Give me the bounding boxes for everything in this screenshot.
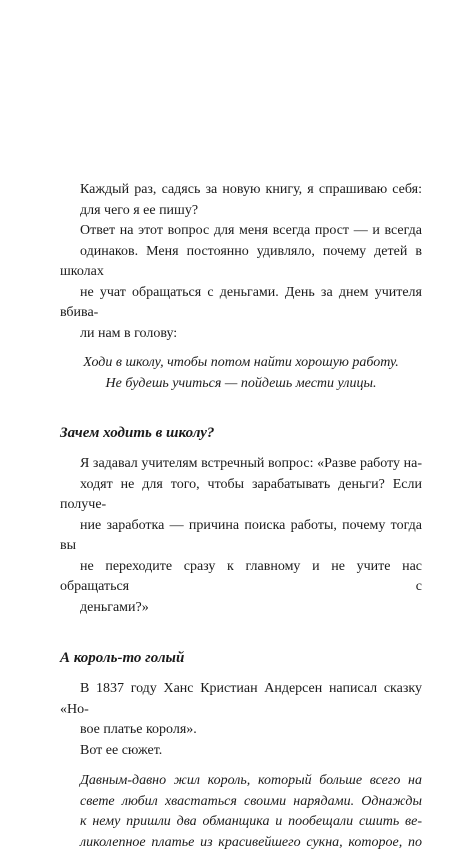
paragraph-plot-intro <box>60 741 422 762</box>
text-line: Ответ на этот вопрос для меня всегда прост — и всегда <box>60 221 422 242</box>
text-line: Каждый раз, садясь за новую книгу, я спрашиваю себя: <box>60 180 422 201</box>
text-line: не учат обращаться с деньгами. День за днем учителя вбива- <box>60 283 422 324</box>
text-line: для чего я ее пишу? <box>60 201 422 222</box>
paragraph-answer <box>60 221 422 344</box>
section-heading-emperor: А король-то голый <box>60 648 422 668</box>
text-line: Я задавал учителям встречный вопрос: «Разве работу на- <box>60 454 422 475</box>
text-line: одинаков. Меня постоянно удивляло, почему детей в школах <box>60 242 422 283</box>
text-line: не переходите сразу к главному и не учите нас обращаться с <box>60 557 422 598</box>
paragraph-question <box>60 454 422 618</box>
text-line: деньгами?» <box>60 598 422 619</box>
quote-line: к нему пришли два обманщика и пообещали сшить ве- <box>60 812 422 833</box>
text-line: ли нам в голову: <box>60 324 422 345</box>
text-line: ходят не для того, чтобы зарабатывать деньги? Если получе- <box>60 475 422 516</box>
text-line: Вот ее сюжет. <box>60 741 422 762</box>
quote-line: ликолепное платье из красивейшего сукна, которое, по <box>60 833 422 853</box>
text-line: ние заработка — причина поиска работы, почему тогда вы <box>60 516 422 557</box>
text-line: вое платье короля». <box>60 720 422 741</box>
quote-line: Ходи в школу, чтобы потом найти хорошую работу. <box>60 353 422 374</box>
quote-line: Не будешь учиться — пойдешь мести улицы. <box>60 374 422 395</box>
text-line: В 1837 году Ханс Кристиан Андерсен написал сказку «Но- <box>60 679 422 720</box>
paragraph-intro <box>60 180 422 221</box>
quote-line: свете любил хвастаться своими нарядами. Однажды <box>60 792 422 813</box>
section-heading-why-school: Зачем ходить в школу? <box>60 423 422 443</box>
quote-line: Давным-давно жил король, который больше всего на <box>60 771 422 792</box>
teacher-quote <box>60 353 422 394</box>
fairy-tale-excerpt <box>60 771 422 853</box>
paragraph-andersen <box>60 679 422 741</box>
